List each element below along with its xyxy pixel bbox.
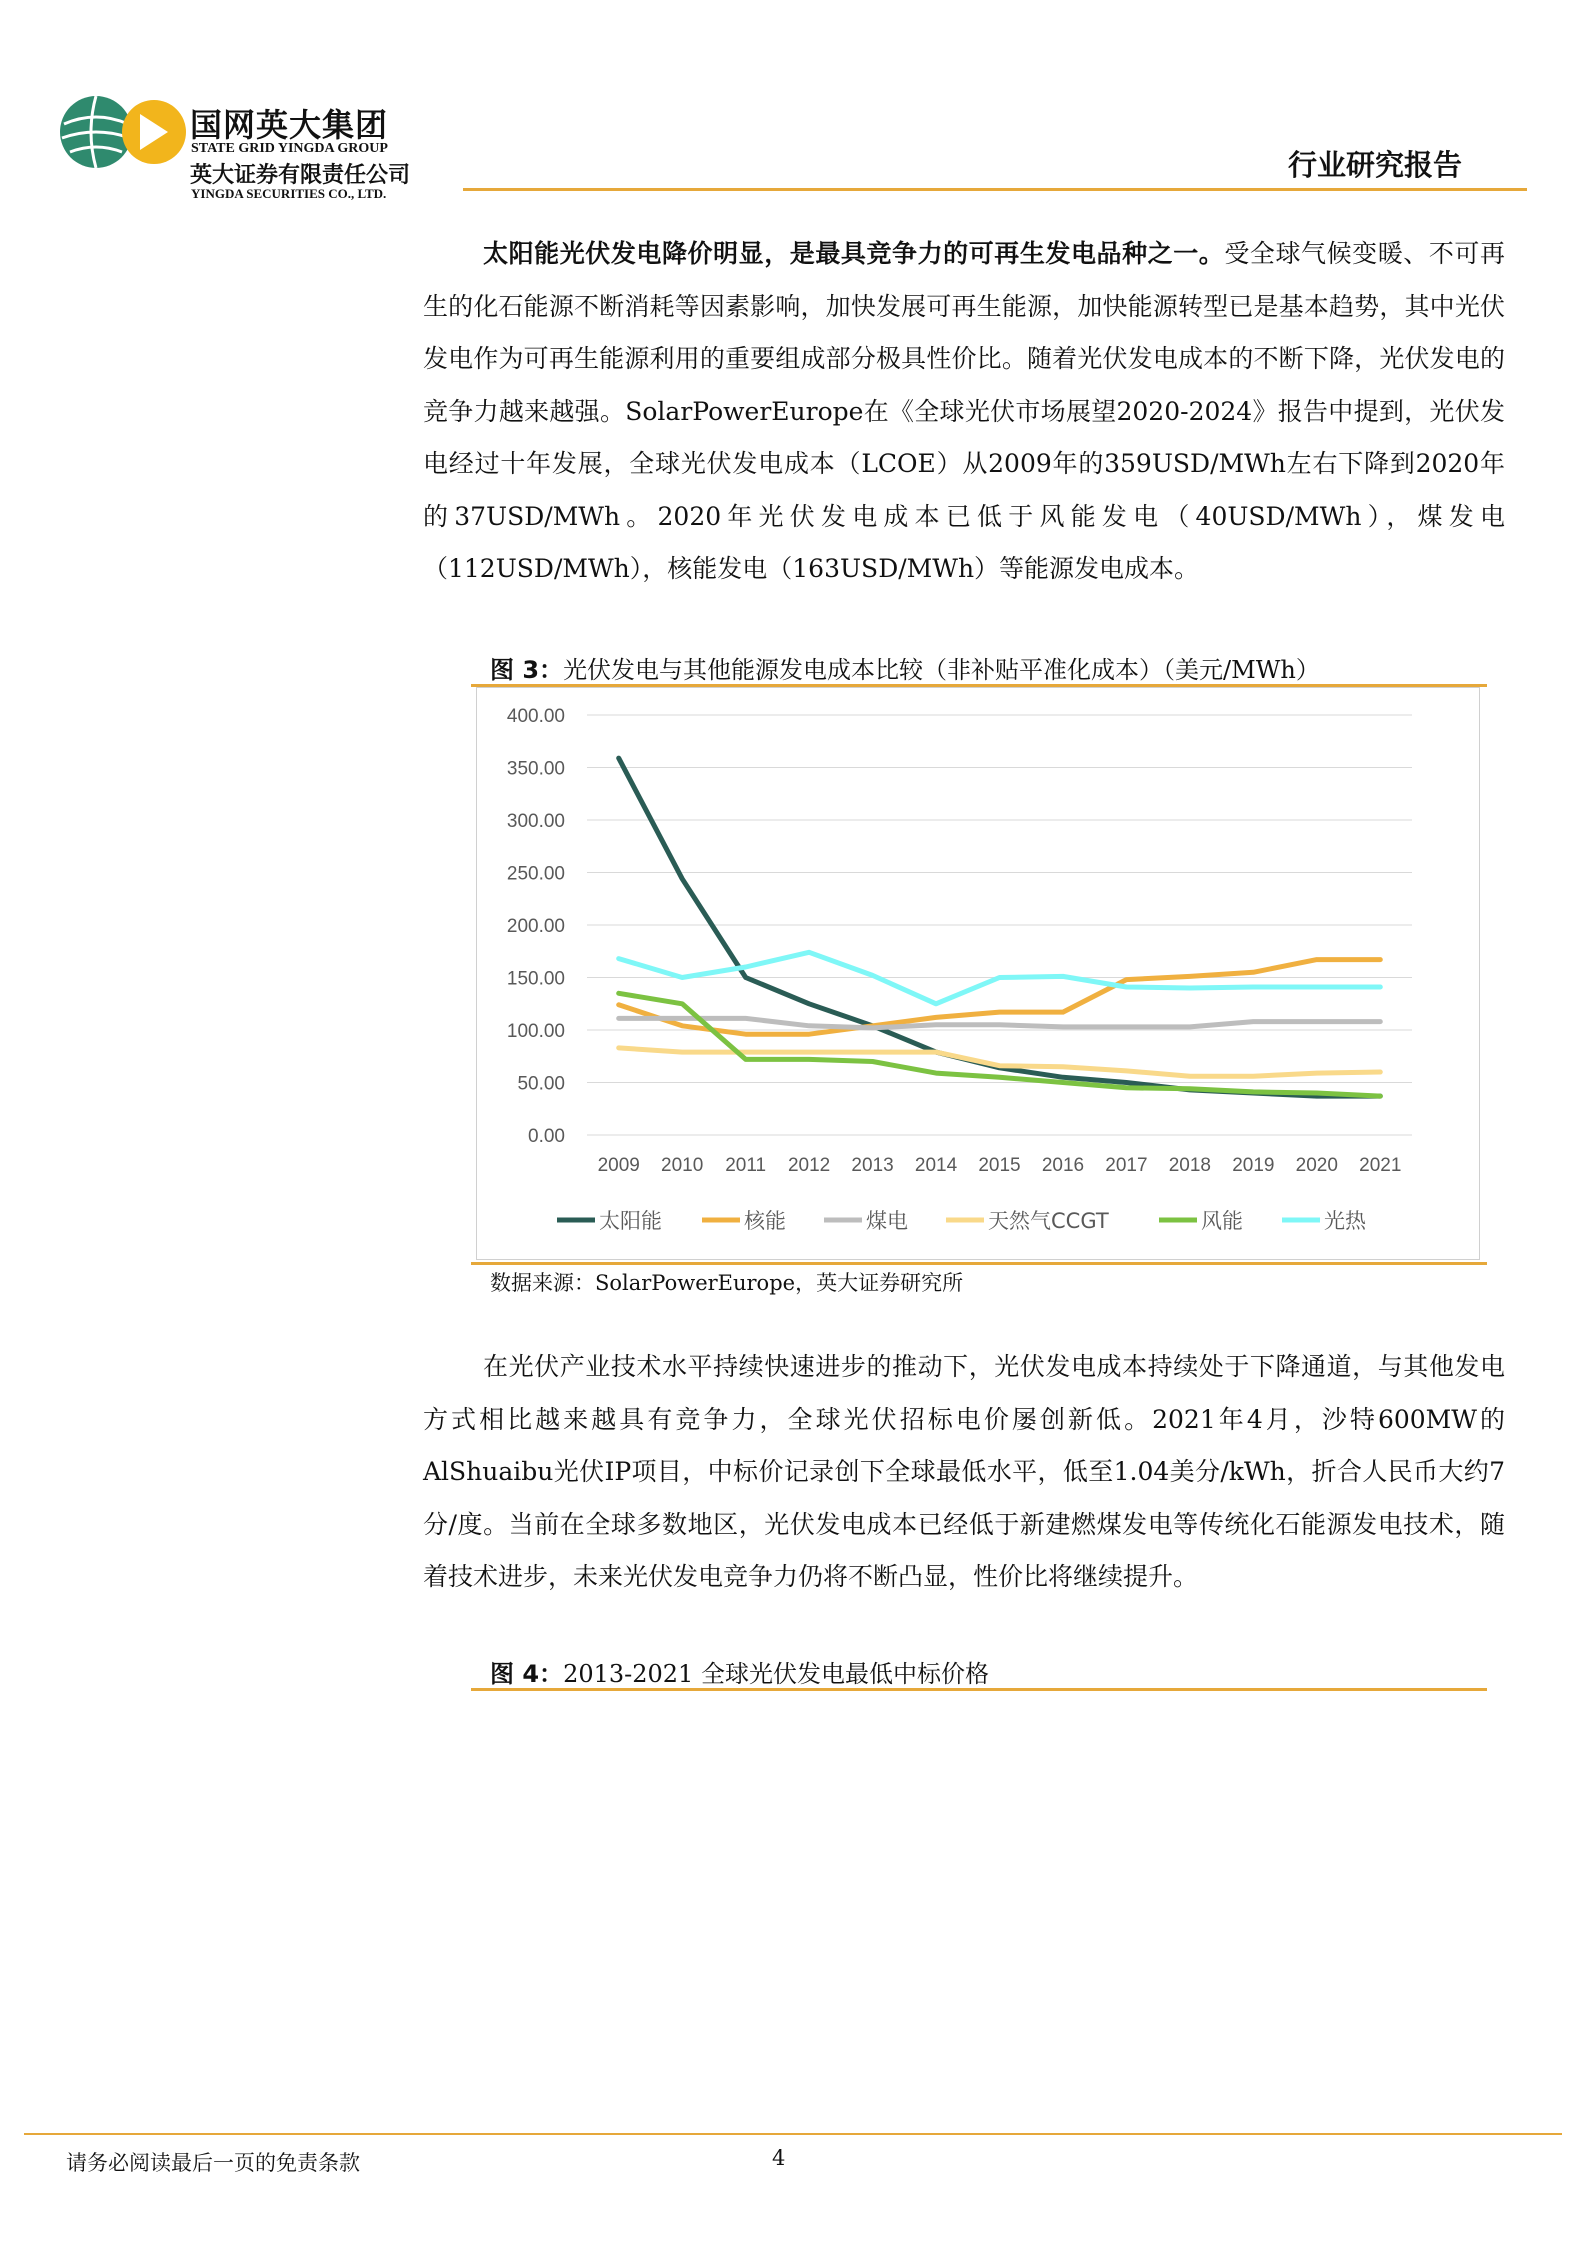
x-tick-label: 2020 (1295, 1155, 1338, 1176)
paragraph-2: 在光伏产业技术水平持续快速进步的推动下，光伏发电成本持续处于下降通道，与其他发电方式相比越来越具有竞争力，全球光伏招标电价屡创新低。2021年4月，沙特600MW的AlShuaibu光伏IP项目，中标价记录创下全球最低水平，低至1.04美分/kWh，折合人民币大约7分/度。当前在全球多数地区，光伏发电成本已经低于新建燃煤发电等传统化石能源发电技术，随着技术进步，未来光伏发电竞争力仍将不断凸显，性价比将继续提升。 (423, 1352, 1505, 1591)
x-tick-label: 2010 (661, 1155, 704, 1176)
figure-4-label: 图 4： (490, 1660, 564, 1688)
yingda-logo (58, 92, 188, 172)
y-tick-label: 300.00 (506, 811, 565, 832)
brand-name-en: STATE GRID YINGDA GROUP (191, 141, 388, 156)
series-line (619, 1018, 1381, 1028)
footer-divider (24, 2133, 1562, 2135)
x-tick-label: 2017 (1105, 1155, 1148, 1176)
figure-3-caption (490, 650, 1320, 685)
securities-name-cn: 英大证券有限责任公司 (190, 163, 411, 188)
y-tick-label: 100.00 (506, 1021, 565, 1042)
y-tick-label: 50.00 (517, 1073, 565, 1095)
figure-4-title: 2013-2021 全球光伏发电最低中标价格 (563, 1660, 989, 1688)
y-tick-label: 400.00 (506, 706, 565, 727)
cost-comparison-chart (476, 687, 1480, 1260)
legend-label: 风能 (1201, 1209, 1243, 1233)
figure-3-title: 光伏发电与其他能源发电成本比较（非补贴平准化成本）（美元/MWh） (563, 656, 1320, 684)
legend-label: 煤电 (866, 1209, 908, 1233)
page-number: 4 (772, 2146, 786, 2170)
paragraph-1-body: 受全球气候变暖、不可再生的化石能源不断消耗等因素影响，加快发展可再生能源，加快能源转型已是基本趋势，其中光伏发电作为可再生能源利用的重要组成部分极具性价比。随着光伏发电成本的不断下降，光伏发电的竞争力越来越强。SolarPowerEurope在《全球光伏市场展望2020-2024》报告中提到，光伏发电经过十年发展，全球光伏发电成本（LCOE）从2009年的359USD/MWh左右下降到2020年的37USD/MWh。2020年光伏发电成本已低于风能发电（40USD/MWh），煤发电（112USD/MWh），核能发电（163USD/MWh）等能源发电成本。 (423, 239, 1505, 583)
y-tick-label: 200.00 (506, 916, 565, 937)
y-tick-label: 250.00 (506, 863, 565, 885)
x-tick-label: 2018 (1168, 1155, 1212, 1176)
y-tick-label: 150.00 (506, 968, 565, 990)
header-divider (463, 188, 1527, 191)
y-tick-label: 350.00 (506, 758, 565, 780)
securities-name-en: YINGDA SECURITIES CO., LTD. (191, 186, 387, 201)
figure-3-bottom-rule (471, 1262, 1487, 1265)
x-tick-label: 2019 (1232, 1155, 1275, 1176)
legend-label: 太阳能 (599, 1209, 662, 1233)
chart-canvas (477, 688, 1479, 1259)
legend-label: 核能 (744, 1209, 786, 1233)
disclaimer-note: 请务必阅读最后一页的免责条款 (66, 2151, 360, 2175)
brand-name-cn: 国网英大集团 (190, 106, 389, 144)
figure-4-rule (471, 1688, 1487, 1691)
paragraph-1 (423, 228, 1505, 596)
paragraph-1-lead: 太阳能光伏发电降价明显，是最具竞争力的可再生发电品种之一。 (483, 239, 1225, 268)
x-tick-label: 2012 (787, 1155, 831, 1176)
series-line (619, 993, 1381, 1096)
y-tick-label: 0.00 (528, 1126, 565, 1147)
figure-3-source: 数据来源：SolarPowerEurope，英大证券研究所 (490, 1271, 964, 1295)
figure-4-caption (490, 1654, 989, 1689)
series-line (619, 1048, 1381, 1076)
x-tick-label: 2021 (1359, 1155, 1402, 1176)
x-tick-label: 2009 (597, 1155, 640, 1176)
legend-label: 天然气CCGT (988, 1209, 1109, 1233)
x-tick-label: 2011 (725, 1155, 767, 1176)
x-tick-label: 2016 (1041, 1155, 1085, 1176)
report-type: 行业研究报告 (1288, 148, 1463, 182)
x-tick-label: 2015 (978, 1155, 1021, 1176)
figure-3-label: 图 3： (490, 656, 564, 684)
legend-label: 光热 (1324, 1209, 1366, 1233)
x-tick-label: 2014 (914, 1155, 958, 1176)
x-tick-label: 2013 (851, 1155, 894, 1176)
